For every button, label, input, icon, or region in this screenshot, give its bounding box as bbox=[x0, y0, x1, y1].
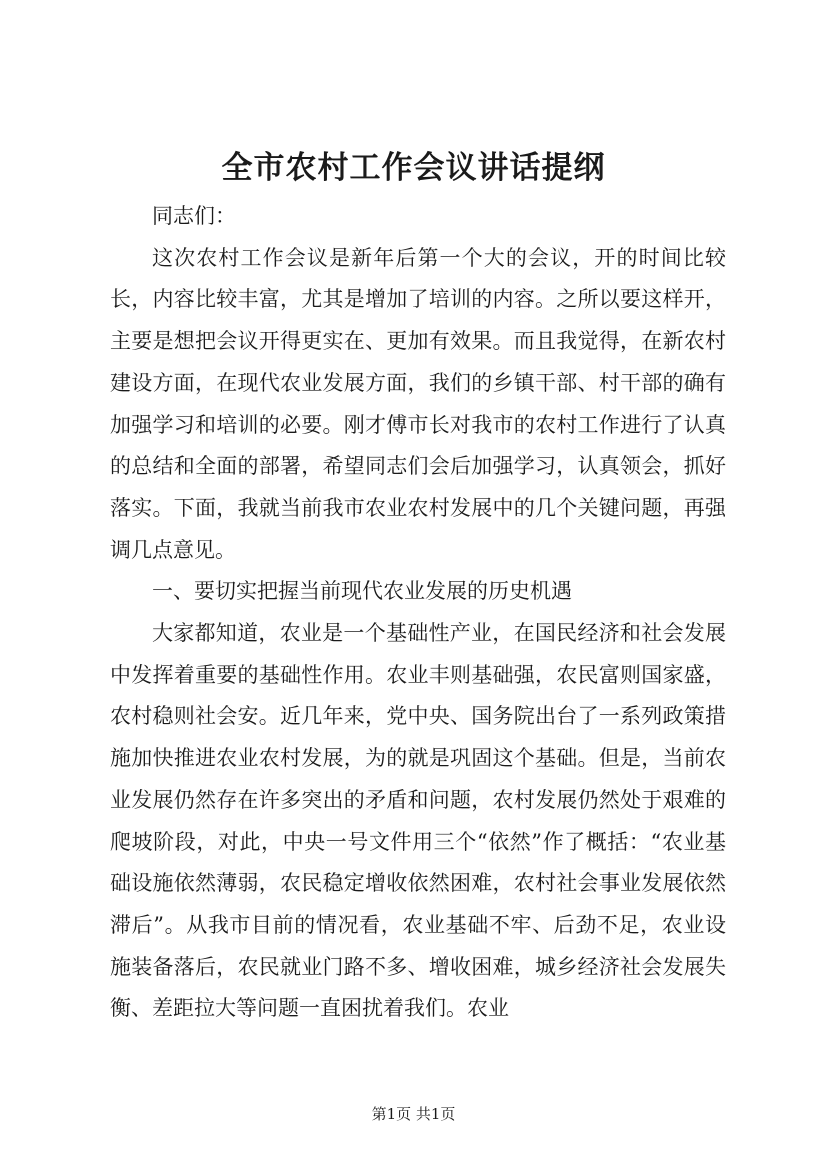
paragraph-salutation: 同志们： bbox=[152, 204, 236, 228]
document-body bbox=[110, 196, 726, 1030]
page-footer: 第1页 共1页 bbox=[371, 1105, 456, 1123]
document-title: 全市农村工作会议讲话提纲 bbox=[221, 150, 606, 186]
paragraph-section-1: 大家都知道，农业是一个基础性产业，在国民经济和社会发展中发挥着重要的基础性作用。农业丰则基础强，农民富则国家盛，农村稳则社会安。近几年来，党中央、国务院出台了一系列政策措施加快推进农业农村发展，为的就是巩固这个基础。但是，当前农业发展仍然存在许多突出的矛盾和问题，农村发展仍然处于艰难的爬坡阶段，对此，中央一号文件用三个“依然”作了概括：“农业基础设施依然薄弱，农民稳定增收依然困难，农村社会事业发展依然滞后”。从我市目前的情况看，农业基础不牢、后劲不足，农业设施装备落后，农民就业门路不多、增收困难，城乡经济社会发展失衡、差距拉大等问题一直困扰着我们。农业 bbox=[110, 621, 726, 1021]
section-heading-1: 一、要切实把握当前现代农业发展的历史机遇 bbox=[152, 579, 572, 604]
paragraph-intro: 这次农村工作会议是新年后第一个大的会议，开的时间比较长，内容比较丰富，尤其是增加了培训的内容。之所以要这样开，主要是想把会议开得更实在、更加有效果。而且我觉得，在新农村建设方面，在现代农业发展方面，我们的乡镇干部、村干部的确有加强学习和培训的必要。刚才傅市长对我市的农村工作进行了认真的总结和全面的部署，希望同志们会后加强学习，认真领会，抓好落实。下面，我就当前我市农业农村发展中的几个关键问题，再强调几点意见。 bbox=[110, 245, 726, 562]
